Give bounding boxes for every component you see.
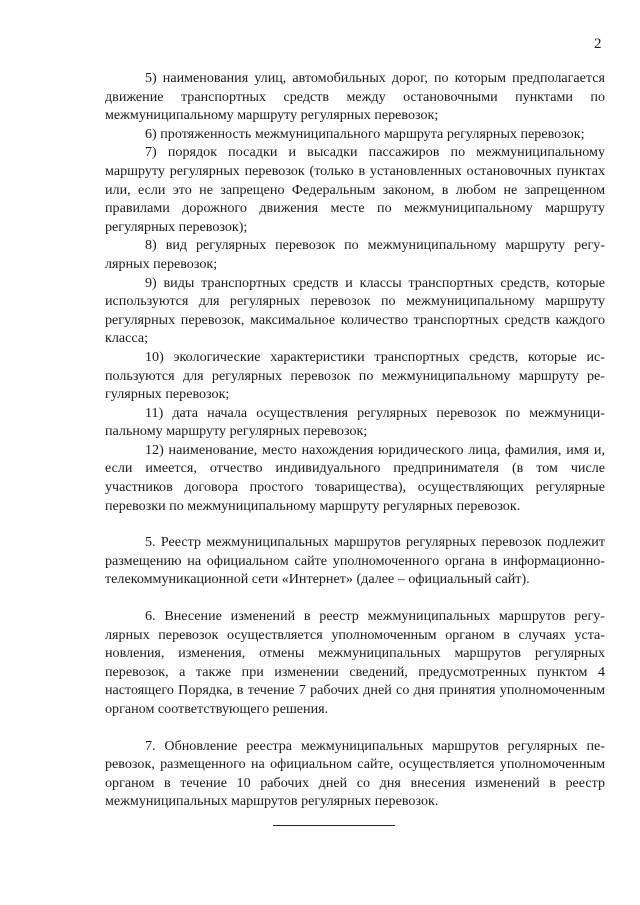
list-item-5: 5) наименования улиц, автомобильных дорог, по которым предполагается движение транспортных средств между остановочными пунктами по межмуниципальному маршруту регулярных перевозок; (105, 70, 605, 124)
list-item-9: 9) виды транспортных средств и классы транспортных средств, которые используются для регулярных перевозок по межмуниципальному маршруту регулярных перевозок, максимальное количество транспортных средств каждого класса; (105, 274, 605, 347)
clause-6: 6. Внесение изменений в реестр межмуниципальных маршрутов регулярных перевозок осуществляется уполномоченным органом в случаях установления, изменения, отмены межмуниципальных маршрутов регулярных перевозок, а также при изменении сведений, предусмотренных пунктом 4 настоящего Порядка, в течение 7 рабочих дней со дня принятия уполномоченным органом соответствующего решения. (105, 608, 605, 717)
list-item-11: 11) дата начала осуществления регулярных перевозок по межмуниципальному маршруту регулярных перевозок; (105, 404, 605, 440)
list-item-12: 12) наименование, место нахождения юридического лица, фамилия, имя и, если имеется, отчество индивидуального предпринимателя (в том числе участников договора простого товарищества), осуществляющих регулярные перевозки по межмуниципальному маршруту регулярных перевозок. (105, 441, 605, 514)
clause-7: 7. Обновление реестра межмуниципальных маршрутов регулярных перевозок, размещенного на официальном сайте, осуществляется уполномоченным органом в течение 10 рабочих дней со дня внесения изменений в реестр межмуниципальных маршрутов регулярных перевозок. (105, 737, 605, 810)
list-item-10: 10) экологические характеристики транспортных средств, которые используются для регулярных перевозок по межмуниципальному маршруту регулярных перевозок; (105, 348, 605, 403)
clause-5: 5. Реестр межмуниципальных маршрутов регулярных перевозок подлежит размещению на официальном сайте уполномоченного органа в информационно-телекоммуникационной сети «Интернет» (далее – официальный сайт). (105, 534, 605, 588)
document-body (105, 69, 605, 811)
list-item-8: 8) вид регулярных перевозок по межмуниципальному маршруту регулярных перевозок; (105, 237, 605, 272)
end-divider (273, 825, 395, 826)
list-item-7: 7) порядок посадки и высадки пассажиров по межмуниципальному маршруту регулярных перевозок (только в установленных остановочных пунктах или, если это не запрещено Федеральным законом, в любом не запрещенном правилами дорожного движения месте по межмуниципальному маршруту регулярных перевозок); (105, 144, 605, 235)
list-item-6: 6) протяженность межмуниципального маршрута регулярных перевозок; (145, 125, 585, 142)
page-number: 2 (594, 36, 602, 52)
